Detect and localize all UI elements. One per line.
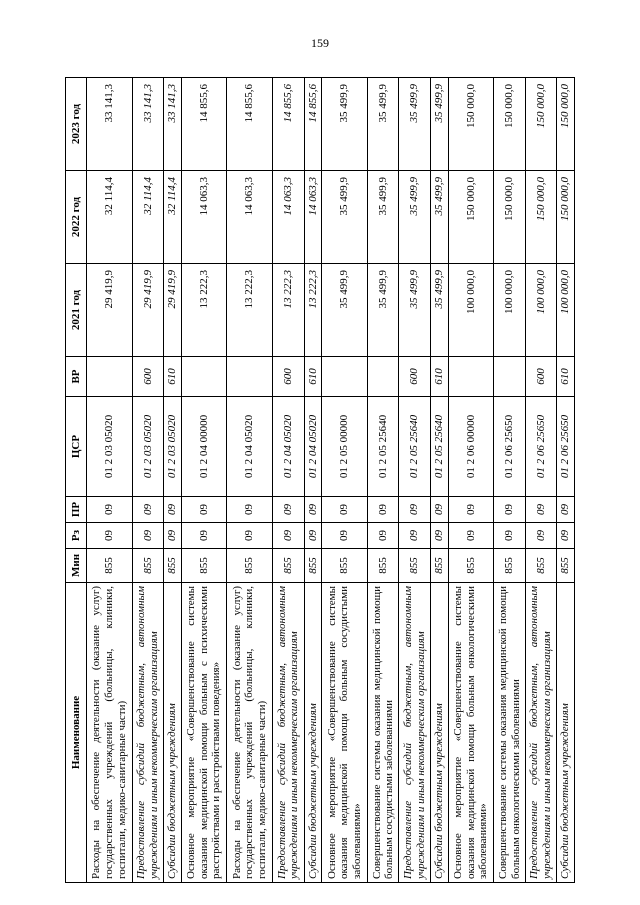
- row-csr-cell: 01 2 06 25650: [494, 397, 526, 497]
- row-2023-cell: 35 499,9: [399, 78, 431, 171]
- header-csr: ЦСР: [66, 397, 87, 497]
- row-2021-cell: 29 419,9: [87, 264, 133, 357]
- row-name-cell: Субсидии бюджетным учреждениям: [557, 583, 575, 883]
- row-csr-cell: 01 2 05 25640: [431, 397, 448, 497]
- table-header-row: [66, 78, 87, 883]
- row-name-cell: Основное мероприятие «Совершенствование системы оказания медицинской помощи больным сосудистыми заболеваниями»: [322, 583, 368, 883]
- row-min-cell: 855: [304, 549, 321, 583]
- row-2021-cell: 100 000,0: [557, 264, 575, 357]
- row-vr-cell: [448, 357, 494, 397]
- table-row: [132, 78, 164, 883]
- table-row: [557, 78, 575, 883]
- budget-table: [65, 77, 575, 883]
- row-csr-cell: 01 2 06 00000: [448, 397, 494, 497]
- row-name-cell: Предоставление субсидий бюджетным, автономным учреждениям и иным некоммерческим организациям: [132, 583, 164, 883]
- row-min-cell: 855: [431, 549, 448, 583]
- row-2023-cell: 33 141,3: [87, 78, 133, 171]
- row-2021-cell: 100 000,0: [448, 264, 494, 357]
- row-2022-cell: 150 000,0: [448, 171, 494, 264]
- header-name: Наименование: [66, 583, 87, 883]
- header-2021: 2021 год: [66, 264, 87, 357]
- row-2023-cell: 33 141,3: [132, 78, 164, 171]
- row-2023-cell: 150 000,0: [557, 78, 575, 171]
- row-vr-cell: 600: [273, 357, 305, 397]
- row-min-cell: 855: [87, 549, 133, 583]
- row-min-cell: 855: [181, 549, 227, 583]
- row-rz-cell: 09: [304, 523, 321, 549]
- row-rz-cell: 09: [164, 523, 181, 549]
- row-2021-cell: 13 222,3: [227, 264, 273, 357]
- row-2021-cell: 100 000,0: [494, 264, 526, 357]
- row-2021-cell: 35 499,9: [322, 264, 368, 357]
- row-2022-cell: 32 114,4: [87, 171, 133, 264]
- row-2021-cell: 35 499,9: [431, 264, 448, 357]
- row-pr-cell: 09: [227, 497, 273, 523]
- table-row: [525, 78, 557, 883]
- row-rz-cell: 09: [227, 523, 273, 549]
- row-min-cell: 855: [367, 549, 399, 583]
- row-name-cell: Предоставление субсидий бюджетным, автономным учреждениям и иным некоммерческим организациям: [273, 583, 305, 883]
- table-row: [87, 78, 133, 883]
- row-name-cell: Предоставление субсидий бюджетным, автономным учреждениям и иным некоммерческим организациям: [525, 583, 557, 883]
- row-name-cell: Предоставление субсидий бюджетным, автономным учреждениям и иным некоммерческим организациям: [399, 583, 431, 883]
- table-row: [399, 78, 431, 883]
- table-row: [448, 78, 494, 883]
- header-min: Мин: [66, 549, 87, 583]
- row-rz-cell: 09: [525, 523, 557, 549]
- row-2022-cell: 150 000,0: [525, 171, 557, 264]
- row-min-cell: 855: [273, 549, 305, 583]
- row-2022-cell: 14 063,3: [273, 171, 305, 264]
- row-2022-cell: 35 499,9: [431, 171, 448, 264]
- row-pr-cell: 09: [181, 497, 227, 523]
- row-name-cell: Совершенствование системы оказания медицинской помощи больным сосудистыми заболеваниями: [367, 583, 399, 883]
- row-2022-cell: 35 499,9: [322, 171, 368, 264]
- row-pr-cell: 09: [399, 497, 431, 523]
- row-pr-cell: 09: [132, 497, 164, 523]
- row-csr-cell: 01 2 05 25640: [367, 397, 399, 497]
- row-2023-cell: 150 000,0: [525, 78, 557, 171]
- row-min-cell: 855: [494, 549, 526, 583]
- row-rz-cell: 09: [273, 523, 305, 549]
- row-vr-cell: [227, 357, 273, 397]
- table-row: [227, 78, 273, 883]
- row-min-cell: 855: [227, 549, 273, 583]
- row-csr-cell: 01 2 06 25650: [557, 397, 575, 497]
- row-vr-cell: 610: [304, 357, 321, 397]
- row-2021-cell: 35 499,9: [399, 264, 431, 357]
- row-min-cell: 855: [448, 549, 494, 583]
- row-2022-cell: 35 499,9: [399, 171, 431, 264]
- row-2022-cell: 150 000,0: [494, 171, 526, 264]
- row-min-cell: 855: [322, 549, 368, 583]
- table-row: [181, 78, 227, 883]
- row-2021-cell: 13 222,3: [304, 264, 321, 357]
- row-min-cell: 855: [132, 549, 164, 583]
- table-row: [431, 78, 448, 883]
- table-row: [367, 78, 399, 883]
- row-csr-cell: 01 2 04 05020: [227, 397, 273, 497]
- row-rz-cell: 09: [87, 523, 133, 549]
- row-2023-cell: 14 855,6: [181, 78, 227, 171]
- row-rz-cell: 09: [399, 523, 431, 549]
- row-vr-cell: [181, 357, 227, 397]
- row-pr-cell: 09: [87, 497, 133, 523]
- table-row: [164, 78, 181, 883]
- row-csr-cell: 01 2 05 25640: [399, 397, 431, 497]
- row-2023-cell: 35 499,9: [431, 78, 448, 171]
- table-body: [87, 78, 575, 883]
- row-pr-cell: 09: [367, 497, 399, 523]
- row-csr-cell: 01 2 04 00000: [181, 397, 227, 497]
- row-rz-cell: 09: [494, 523, 526, 549]
- header-rz: Рз: [66, 523, 87, 549]
- row-2022-cell: 150 000,0: [557, 171, 575, 264]
- row-csr-cell: 01 2 03 05020: [87, 397, 133, 497]
- row-min-cell: 855: [525, 549, 557, 583]
- row-2022-cell: 32 114,4: [164, 171, 181, 264]
- table-row: [494, 78, 526, 883]
- header-2023: 2023 год: [66, 78, 87, 171]
- header-vr: ВР: [66, 357, 87, 397]
- row-csr-cell: 01 2 03 05020: [132, 397, 164, 497]
- row-pr-cell: 09: [322, 497, 368, 523]
- row-csr-cell: 01 2 04 05020: [273, 397, 305, 497]
- header-pr: ПР: [66, 497, 87, 523]
- row-name-cell: Субсидии бюджетным учреждениям: [304, 583, 321, 883]
- row-vr-cell: [494, 357, 526, 397]
- row-2022-cell: 14 063,3: [227, 171, 273, 264]
- row-min-cell: 855: [164, 549, 181, 583]
- row-2021-cell: 35 499,9: [367, 264, 399, 357]
- row-rz-cell: 09: [431, 523, 448, 549]
- row-2021-cell: 29 419,9: [132, 264, 164, 357]
- row-2022-cell: 14 063,3: [304, 171, 321, 264]
- row-vr-cell: 610: [164, 357, 181, 397]
- row-csr-cell: 01 2 04 05020: [304, 397, 321, 497]
- row-rz-cell: 09: [448, 523, 494, 549]
- row-2023-cell: 150 000,0: [448, 78, 494, 171]
- table-row: [273, 78, 305, 883]
- table-row: [304, 78, 321, 883]
- row-2022-cell: 35 499,9: [367, 171, 399, 264]
- row-2023-cell: 33 141,3: [164, 78, 181, 171]
- row-pr-cell: 09: [557, 497, 575, 523]
- row-2023-cell: 35 499,9: [367, 78, 399, 171]
- row-name-cell: Расходы на обеспечение деятельности (оказание услуг) государственных учреждений (больницы, клиники, госпитали, медико-санитарные части): [87, 583, 133, 883]
- row-vr-cell: [322, 357, 368, 397]
- row-rz-cell: 09: [557, 523, 575, 549]
- row-csr-cell: 01 2 06 25650: [525, 397, 557, 497]
- row-pr-cell: 09: [273, 497, 305, 523]
- row-vr-cell: 600: [132, 357, 164, 397]
- row-rz-cell: 09: [367, 523, 399, 549]
- row-rz-cell: 09: [132, 523, 164, 549]
- row-name-cell: Совершенствование системы оказания медицинской помощи больным онкологическими заболеваниями: [494, 583, 526, 883]
- page-number: 159: [311, 36, 329, 50]
- row-pr-cell: 09: [164, 497, 181, 523]
- row-2021-cell: 13 222,3: [273, 264, 305, 357]
- budget-table-container: [65, 77, 575, 883]
- row-name-cell: Расходы на обеспечение деятельности (оказание услуг) государственных учреждений (больницы, клиники, госпитали, медико-санитарные части): [227, 583, 273, 883]
- row-min-cell: 855: [399, 549, 431, 583]
- row-rz-cell: 09: [181, 523, 227, 549]
- row-vr-cell: 600: [399, 357, 431, 397]
- row-vr-cell: 610: [557, 357, 575, 397]
- header-2022: 2022 год: [66, 171, 87, 264]
- row-vr-cell: [367, 357, 399, 397]
- table-row: [322, 78, 368, 883]
- row-csr-cell: 01 2 03 05020: [164, 397, 181, 497]
- row-rz-cell: 09: [322, 523, 368, 549]
- row-2021-cell: 100 000,0: [525, 264, 557, 357]
- row-2023-cell: 35 499,9: [322, 78, 368, 171]
- row-pr-cell: 09: [494, 497, 526, 523]
- row-vr-cell: 610: [431, 357, 448, 397]
- row-csr-cell: 01 2 05 00000: [322, 397, 368, 497]
- row-vr-cell: 600: [525, 357, 557, 397]
- row-name-cell: Субсидии бюджетным учреждениям: [431, 583, 448, 883]
- row-2022-cell: 32 114,4: [132, 171, 164, 264]
- row-pr-cell: 09: [525, 497, 557, 523]
- row-2023-cell: 14 855,6: [304, 78, 321, 171]
- row-pr-cell: 09: [431, 497, 448, 523]
- row-vr-cell: [87, 357, 133, 397]
- row-2021-cell: 29 419,9: [164, 264, 181, 357]
- row-2023-cell: 14 855,6: [273, 78, 305, 171]
- row-name-cell: Основное мероприятие «Совершенствование системы оказания медицинской помощи больным онкологическими заболеваниями»: [448, 583, 494, 883]
- row-name-cell: Основное мероприятие «Совершенствование системы оказания медицинской помощи больным с психическими расстройствами и расстройствами поведения»: [181, 583, 227, 883]
- row-2023-cell: 150 000,0: [494, 78, 526, 171]
- row-2022-cell: 14 063,3: [181, 171, 227, 264]
- row-2023-cell: 14 855,6: [227, 78, 273, 171]
- row-2021-cell: 13 222,3: [181, 264, 227, 357]
- row-pr-cell: 09: [304, 497, 321, 523]
- row-name-cell: Субсидии бюджетным учреждениям: [164, 583, 181, 883]
- row-min-cell: 855: [557, 549, 575, 583]
- row-pr-cell: 09: [448, 497, 494, 523]
